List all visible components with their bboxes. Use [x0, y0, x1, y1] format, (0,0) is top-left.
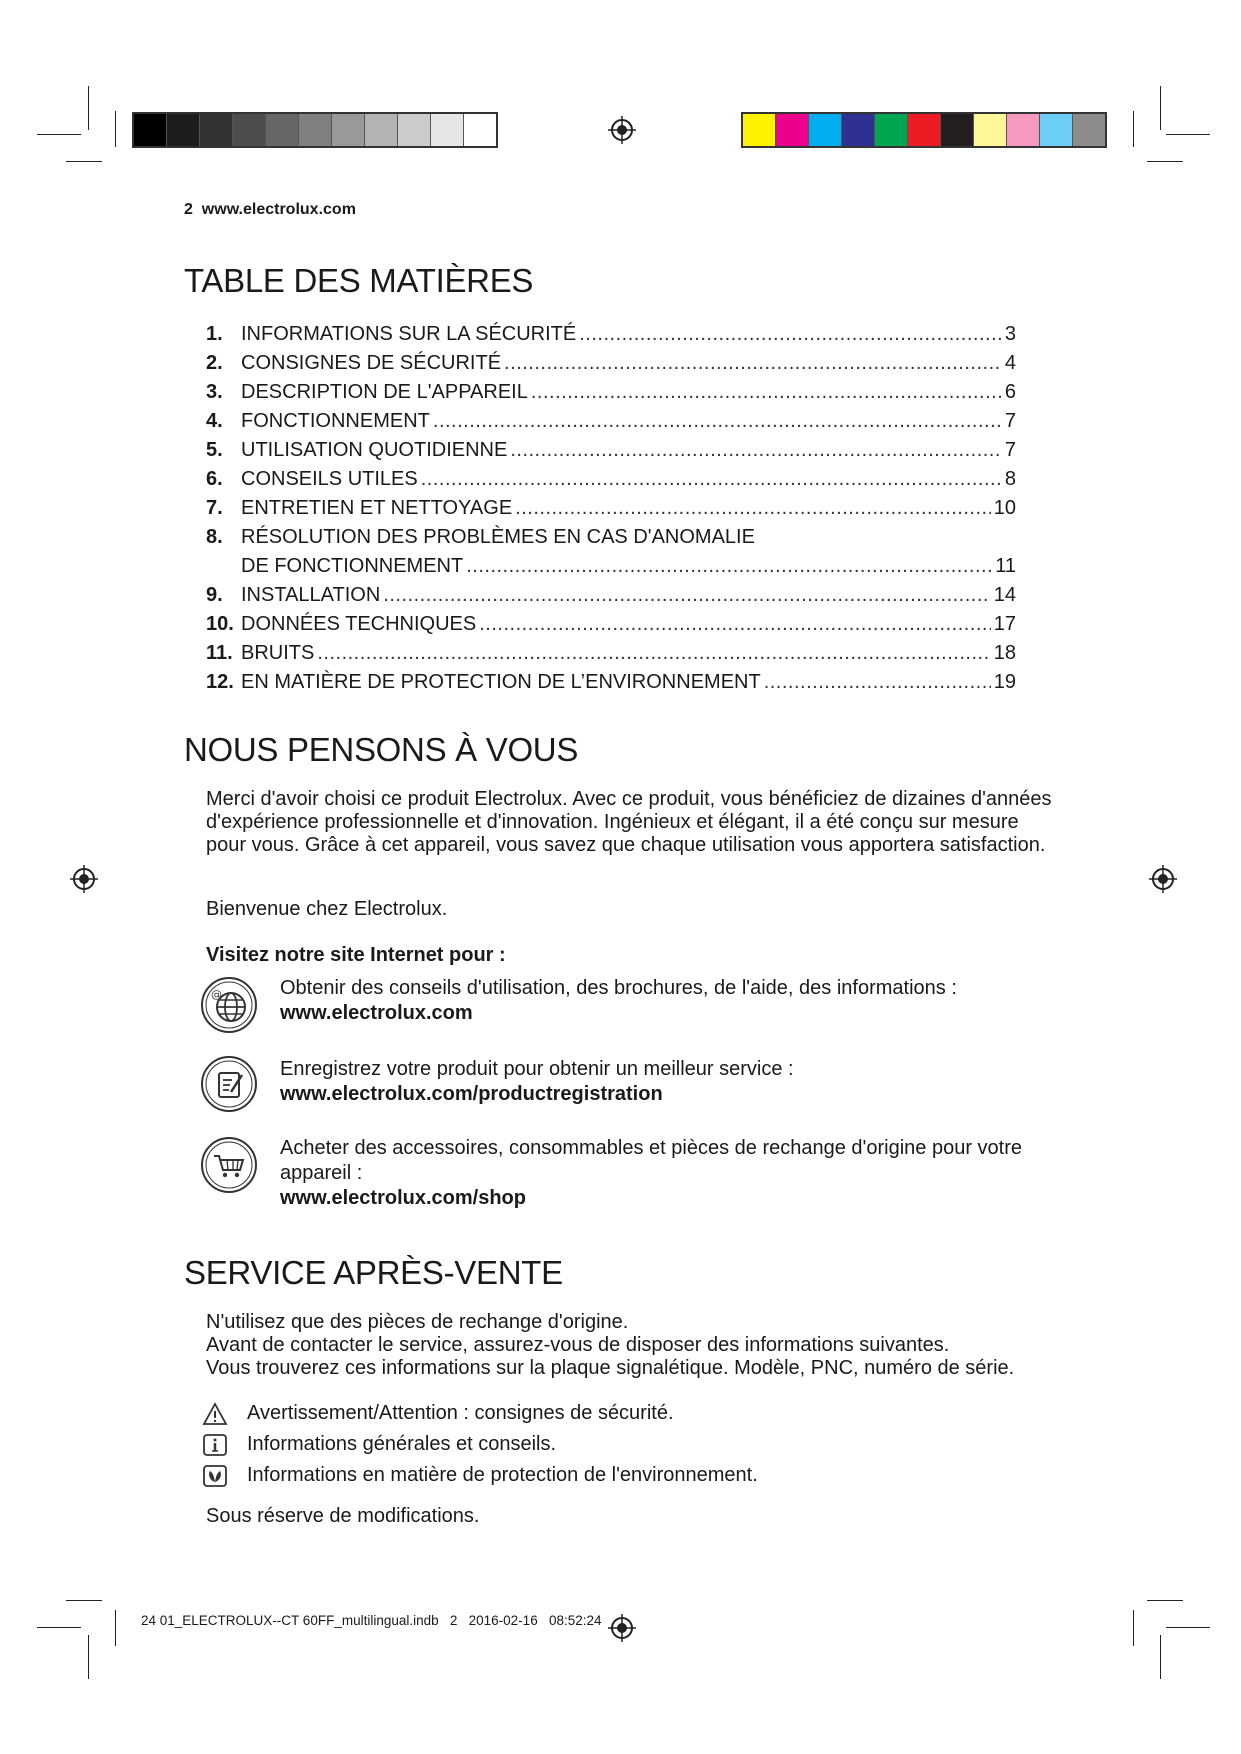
toc-number: 1. — [206, 323, 223, 345]
toc-page-number: 4 — [1004, 352, 1016, 374]
link-description: Acheter des accessoires, consommables et pièces de rechange d'origine pour votre appareil : — [280, 1137, 1023, 1184]
toc-leader — [317, 642, 990, 665]
toc-page-number: 8 — [1004, 468, 1016, 490]
welcome-text: Bienvenue chez Electrolux. — [206, 898, 448, 920]
toc-entry-title: INSTALLATION — [241, 584, 381, 606]
toc-entry-title: CONSEILS UTILES — [241, 468, 418, 490]
toc-leader — [764, 671, 991, 694]
symbol-legend — [202, 1398, 758, 1491]
color-swatch — [1073, 114, 1105, 146]
color-swatch — [875, 114, 908, 146]
toc-number: 3. — [206, 381, 223, 403]
color-swatch — [266, 114, 299, 146]
page-header — [184, 201, 356, 219]
color-swatch — [365, 114, 398, 146]
toc-number: 6. — [206, 468, 223, 490]
legend-text: Informations en matière de protection de l'environnement. — [247, 1464, 758, 1486]
toc-title: TABLE DES MATIÈRES — [184, 262, 534, 299]
toc-item[interactable] — [206, 526, 1016, 584]
toc-leader — [504, 352, 1002, 375]
color-swatch — [134, 114, 167, 146]
toc-page-number: 11 — [995, 555, 1016, 577]
color-swatch — [941, 114, 974, 146]
registration-mark-icon — [606, 114, 638, 146]
color-swatch — [908, 114, 941, 146]
toc-page-number: 7 — [1004, 410, 1016, 432]
toc-leader — [531, 381, 1002, 404]
header-site: www.electrolux.com — [201, 201, 356, 218]
toc-leader — [579, 323, 1002, 346]
toc-number: 10. — [206, 613, 234, 635]
disclaimer: Sous réserve de modifications. — [206, 1505, 480, 1527]
warning-icon — [202, 1402, 228, 1426]
color-swatch — [974, 114, 1007, 146]
toc-item[interactable] — [206, 468, 1016, 497]
toc-page-number: 14 — [993, 584, 1016, 606]
toc-leader — [433, 410, 1002, 433]
shopping-cart-icon — [200, 1136, 258, 1194]
legend-text: Avertissement/Attention : consignes de sécurité. — [247, 1402, 674, 1424]
footer-file-info: 24 01_ELECTROLUX--CT 60FF_multilingual.indb 2 2016-02-16 08:52:24 — [141, 1613, 602, 1628]
color-swatch — [809, 114, 842, 146]
toc-page-number: 17 — [993, 613, 1016, 635]
toc-entry-title: INFORMATIONS SUR LA SÉCURITÉ — [241, 323, 577, 345]
color-swatch — [398, 114, 431, 146]
registration-mark-icon — [1147, 863, 1179, 895]
color-swatch — [776, 114, 809, 146]
service-title: SERVICE APRÈS-VENTE — [184, 1254, 563, 1291]
link-description: Obtenir des conseils d'utilisation, des brochures, de l'aide, des informations : — [280, 977, 957, 999]
color-swatch — [431, 114, 464, 146]
toc-leader — [510, 439, 1002, 462]
toc-number: 8. — [206, 526, 223, 548]
toc-entry-title: RÉSOLUTION DES PROBLÈMES EN CAS D'ANOMALIE — [241, 526, 755, 548]
toc-page-number: 6 — [1004, 381, 1016, 403]
toc-entry-title: BRUITS — [241, 642, 315, 664]
page-number: 2 — [184, 201, 193, 218]
service-line: Vous trouverez ces informations sur la plaque signalétique. Modèle, PNC, numéro de série. — [206, 1357, 1015, 1379]
service-instructions — [206, 1311, 1056, 1380]
visit-heading: Visitez notre site Internet pour : — [206, 944, 506, 966]
registration-icon — [200, 1055, 258, 1113]
toc-entry-title: EN MATIÈRE DE PROTECTION DE L’ENVIRONNEMENT — [241, 671, 761, 693]
toc-leader — [383, 584, 990, 607]
service-line: Avant de contacter le service, assurez-vous de disposer des informations suivantes. — [206, 1334, 950, 1356]
toc-item[interactable] — [206, 584, 1016, 613]
toc-number: 5. — [206, 439, 223, 461]
link-description: Enregistrez votre produit pour obtenir un meilleur service : — [280, 1058, 794, 1080]
link-url[interactable]: www.electrolux.com/productregistration — [280, 1083, 663, 1105]
legend-text: Informations générales et conseils. — [247, 1433, 557, 1455]
grayscale-color-bar — [132, 112, 498, 148]
table-of-contents — [206, 323, 1016, 700]
toc-page-number: 10 — [993, 497, 1016, 519]
color-swatch — [1007, 114, 1040, 146]
registration-mark-icon — [606, 1612, 638, 1644]
toc-entry-title-cont: DE FONCTIONNEMENT — [241, 555, 464, 577]
toc-leader — [479, 613, 991, 636]
toc-number: 2. — [206, 352, 223, 374]
legend-item — [202, 1460, 758, 1491]
color-swatch — [743, 114, 776, 146]
toc-item[interactable] — [206, 439, 1016, 468]
toc-item[interactable] — [206, 323, 1016, 352]
color-swatch — [167, 114, 200, 146]
color-swatch — [233, 114, 266, 146]
process-color-bar — [741, 112, 1107, 148]
thinking-intro: Merci d'avoir choisi ce produit Electrolux. Avec ce produit, vous bénéficiez de dizaines d'années d'expérience professionnelle et d'innovation. Ingénieux et élégant, il a été conçu sur mesure pour vous. Grâce à cet appareil, vous savez que chaque utilisation vous apportera satisfaction. — [206, 788, 1052, 856]
toc-entry-title: CONSIGNES DE SÉCURITÉ — [241, 352, 502, 374]
thinking-title: NOUS PENSONS À VOUS — [184, 731, 579, 768]
toc-entry-title: DESCRIPTION DE L'APPAREIL — [241, 381, 528, 403]
toc-entry-title: FONCTIONNEMENT — [241, 410, 430, 432]
link-url[interactable]: www.electrolux.com/shop — [280, 1187, 526, 1209]
toc-item[interactable] — [206, 671, 1016, 700]
color-swatch — [1040, 114, 1073, 146]
link-url[interactable]: www.electrolux.com — [280, 1002, 473, 1024]
globe-icon — [200, 976, 258, 1034]
toc-item[interactable] — [206, 497, 1016, 526]
toc-entry-title: ENTRETIEN ET NETTOYAGE — [241, 497, 513, 519]
toc-entry-title: DONNÉES TECHNIQUES — [241, 613, 477, 635]
toc-item[interactable] — [206, 381, 1016, 410]
service-line: N'utilisez que des pièces de rechange d'origine. — [206, 1311, 629, 1333]
toc-item[interactable] — [206, 642, 1016, 671]
toc-item[interactable] — [206, 613, 1016, 642]
toc-leader — [466, 555, 992, 578]
svg-text:@: @ — [211, 988, 222, 1001]
toc-number: 7. — [206, 497, 223, 519]
toc-leader — [515, 497, 991, 520]
legend-item — [202, 1398, 758, 1429]
toc-item[interactable] — [206, 410, 1016, 439]
toc-page-number: 19 — [993, 671, 1016, 693]
environment-icon — [202, 1464, 228, 1488]
toc-number: 4. — [206, 410, 223, 432]
toc-number: 11. — [206, 642, 233, 664]
color-swatch — [842, 114, 875, 146]
toc-page-number: 18 — [993, 642, 1016, 664]
registration-mark-icon — [68, 863, 100, 895]
info-icon — [202, 1433, 228, 1457]
color-swatch — [299, 114, 332, 146]
toc-leader — [421, 468, 1002, 491]
color-swatch — [332, 114, 365, 146]
toc-page-number: 3 — [1004, 323, 1016, 345]
legend-item — [202, 1429, 758, 1460]
toc-entry-title: UTILISATION QUOTIDIENNE — [241, 439, 508, 461]
toc-page-number: 7 — [1004, 439, 1016, 461]
color-swatch — [200, 114, 233, 146]
color-swatch — [464, 114, 496, 146]
toc-number: 12. — [206, 671, 234, 693]
toc-number: 9. — [206, 584, 223, 606]
toc-item[interactable] — [206, 352, 1016, 381]
